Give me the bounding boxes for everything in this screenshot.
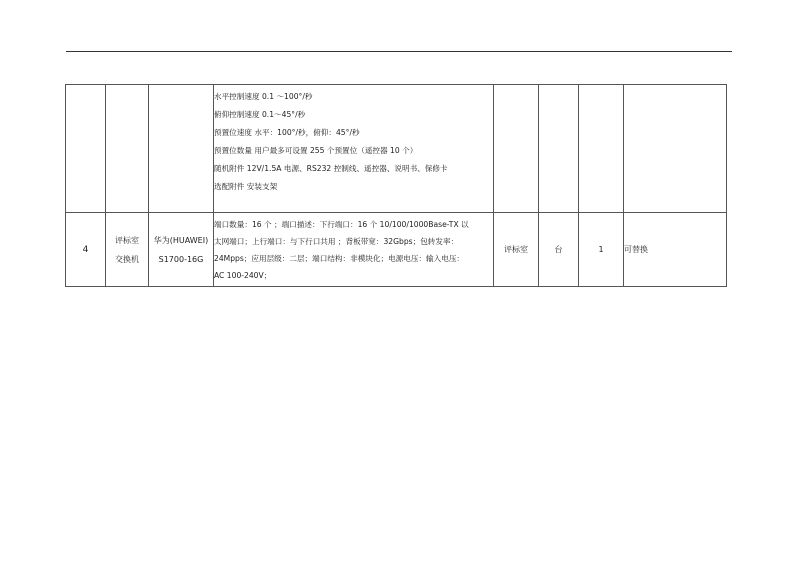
brand-cell bbox=[149, 213, 214, 287]
row-index: 4 bbox=[82, 244, 89, 255]
header-rule bbox=[66, 51, 732, 52]
spec-line: 太网端口；上行端口：与下行口共用 ；背板带宽：32Gbps；包转发率： bbox=[214, 236, 459, 246]
spec-cell bbox=[214, 213, 494, 287]
spec-line: 24Mpps；应用层级：二层；端口结构：非模块化；电源电压：输入电压： bbox=[214, 253, 465, 263]
equipment-table bbox=[65, 84, 727, 287]
note-cell bbox=[624, 213, 727, 287]
quantity-text: 1 bbox=[598, 245, 604, 254]
location-cell bbox=[494, 85, 539, 213]
quantity-cell bbox=[579, 85, 624, 213]
note-text: 可替换 bbox=[624, 245, 648, 254]
brand-cell bbox=[149, 85, 214, 213]
spec-line: 预置位数量 用户最多可设置 255 个预置位（遥控器 10 个） bbox=[214, 146, 418, 155]
name-cell bbox=[106, 213, 149, 287]
model-line: S1700-16G bbox=[158, 254, 204, 264]
name-cell bbox=[106, 85, 149, 213]
index-cell bbox=[66, 213, 106, 287]
spec-line: 俯仰控制速度 0.1～45°/秒 bbox=[214, 110, 306, 119]
note-cell bbox=[624, 85, 727, 213]
spec-line: 随机附件 12V/1.5A 电源、RS232 控制线、遥控器、说明书、保修卡 bbox=[214, 164, 448, 173]
unit-cell bbox=[539, 85, 579, 213]
unit-text: 台 bbox=[554, 245, 563, 254]
index-cell bbox=[66, 85, 106, 213]
table-row bbox=[66, 213, 727, 287]
spec-line: AC 100-240V； bbox=[214, 270, 272, 280]
item-name-line: 交换机 bbox=[115, 254, 139, 264]
brand-line: 华为(HUAWEI) bbox=[153, 235, 209, 245]
quantity-cell bbox=[579, 213, 624, 287]
spec-line: 水平控制速度 0.1 ～100°/秒 bbox=[214, 92, 313, 101]
location-text: 评标室 bbox=[504, 245, 528, 254]
spec-line: 预置位速度 水平：100°/秒，俯仰：45°/秒 bbox=[214, 128, 360, 137]
unit-cell bbox=[539, 213, 579, 287]
location-cell bbox=[494, 213, 539, 287]
item-name-line: 评标室 bbox=[115, 235, 139, 245]
table-row-continued bbox=[66, 85, 727, 213]
spec-line: 选配附件 安装支架 bbox=[214, 182, 278, 191]
spec-cell bbox=[214, 85, 494, 213]
spec-line: 端口数量：16 个 ；端口描述：下行端口：16 个 10/100/1000Base-TX 以 bbox=[214, 219, 469, 229]
